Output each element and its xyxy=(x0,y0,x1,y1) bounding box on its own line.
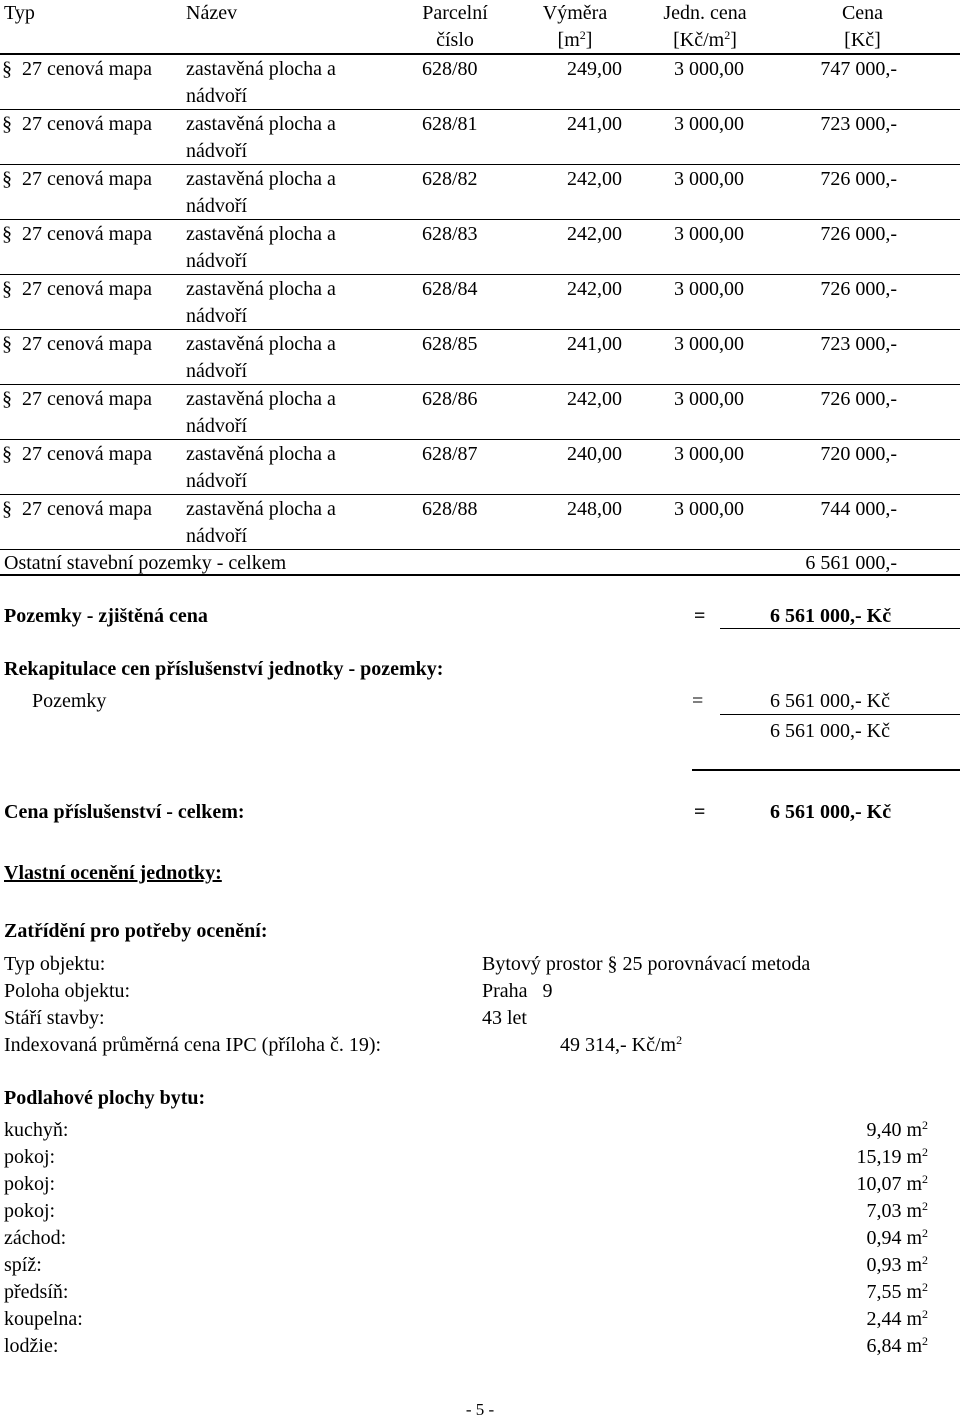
rekapitulace-title: Rekapitulace cen příslušenství jednotky - pozemky: xyxy=(4,658,444,680)
row-jedn-cena: 3 000,00 xyxy=(674,498,744,520)
row-nazev-2: nádvoří xyxy=(186,305,248,327)
row-nazev-2: nádvoří xyxy=(186,140,248,162)
row-nazev-2: nádvoří xyxy=(186,195,248,217)
row-cena: 723 000,- xyxy=(820,333,897,355)
rekapitulace-sum-underline xyxy=(692,769,960,771)
header-divider xyxy=(0,53,960,55)
room-label: koupelna: xyxy=(4,1308,83,1330)
table-row xyxy=(0,386,960,441)
room-area: 0,94 $m^2$ xyxy=(866,1226,928,1249)
list-item xyxy=(0,1306,960,1333)
room-label: záchod: xyxy=(4,1227,67,1249)
row-divider xyxy=(0,274,960,275)
table-row xyxy=(0,496,960,551)
row-vymera: 241,00 xyxy=(567,113,622,135)
row-divider xyxy=(0,439,960,440)
cena-celkem-equals: = xyxy=(694,801,706,823)
list-item xyxy=(0,1117,960,1144)
list-item xyxy=(0,1225,960,1252)
row-jedn-cena: 3 000,00 xyxy=(674,443,744,465)
table-row xyxy=(0,56,960,111)
zatrideni-title: Zatřídění pro potřeby ocenění: xyxy=(4,920,268,942)
row-divider xyxy=(0,219,960,220)
header-cislo: číslo xyxy=(436,29,474,51)
list-item xyxy=(0,1198,960,1225)
list-item xyxy=(0,1252,960,1279)
row-typ: 27 cenová mapa xyxy=(22,278,152,300)
stari-stavby-value: 43 let xyxy=(482,1007,527,1029)
pozemky-label: Pozemky - zjištěná cena xyxy=(4,605,208,627)
row-parcel: 628/88 xyxy=(422,498,478,520)
section-symbol: § xyxy=(2,168,12,190)
table-header xyxy=(0,0,960,54)
row-cena: 726 000,- xyxy=(820,388,897,410)
room-area: 2,44 $m^2$ xyxy=(866,1307,928,1330)
section-symbol: § xyxy=(2,388,12,410)
room-area: 7,55 $m^2$ xyxy=(866,1280,928,1303)
table-row xyxy=(0,331,960,386)
page-number: - 5 - xyxy=(465,1400,495,1419)
rekapitulace-item-value: 6 561 000,- Kč xyxy=(770,690,890,712)
row-cena: 744 000,- xyxy=(820,498,897,520)
typ-objektu-label: Typ objektu: xyxy=(4,953,106,975)
total-divider xyxy=(0,574,960,576)
row-nazev: zastavěná plocha a xyxy=(186,223,336,245)
section-symbol: § xyxy=(2,223,12,245)
cena-celkem-label: Cena příslušenství - celkem: xyxy=(4,801,245,823)
row-vymera: 242,00 xyxy=(567,278,622,300)
room-area: 6,84 $m^2$ xyxy=(866,1334,928,1357)
stari-stavby-label: Stáří stavby: xyxy=(4,1007,105,1029)
row-typ: 27 cenová mapa xyxy=(22,113,152,135)
row-divider xyxy=(0,494,960,495)
row-nazev-2: nádvoří xyxy=(186,470,248,492)
header-jedn-unit: $[Kč/m^2]$ xyxy=(673,28,737,51)
table-row xyxy=(0,166,960,221)
pozemky-underline xyxy=(720,628,960,629)
list-item xyxy=(0,1144,960,1171)
row-cena: 723 000,- xyxy=(820,113,897,135)
row-cena: 720 000,- xyxy=(820,443,897,465)
table-row xyxy=(0,221,960,276)
header-parcelni: Parcelní xyxy=(422,2,488,24)
row-nazev: zastavěná plocha a xyxy=(186,278,336,300)
row-vymera: 241,00 xyxy=(567,333,622,355)
header-vymera-unit: $[m^2]$ xyxy=(557,28,593,51)
header-vymera: Výměra xyxy=(542,2,608,24)
header-cena: Cena xyxy=(841,2,884,24)
header-nazev: Název xyxy=(186,2,238,24)
section-symbol: § xyxy=(2,333,12,355)
row-divider xyxy=(0,164,960,165)
row-parcel: 628/86 xyxy=(422,388,478,410)
room-label: kuchyň: xyxy=(4,1119,69,1141)
total-value: 6 561 000,- xyxy=(805,552,897,574)
row-typ: 27 cenová mapa xyxy=(22,388,152,410)
row-cena: 726 000,- xyxy=(820,223,897,245)
table-row xyxy=(0,276,960,331)
list-item xyxy=(0,1279,960,1306)
row-typ: 27 cenová mapa xyxy=(22,58,152,80)
room-label: pokoj: xyxy=(4,1173,56,1195)
row-jedn-cena: 3 000,00 xyxy=(674,278,744,300)
vlastni-oceneni-title: Vlastní ocenění jednotky: xyxy=(4,862,222,884)
row-parcel: 628/84 xyxy=(422,278,478,300)
row-divider xyxy=(0,329,960,330)
total-label: Ostatní stavební pozemky - celkem xyxy=(4,552,287,574)
row-vymera: 240,00 xyxy=(567,443,622,465)
room-area: 0,93 $m^2$ xyxy=(866,1253,928,1276)
row-typ: 27 cenová mapa xyxy=(22,223,152,245)
row-nazev: zastavěná plocha a xyxy=(186,333,336,355)
room-area: 15,19 $m^2$ xyxy=(856,1145,928,1168)
row-vymera: 242,00 xyxy=(567,388,622,410)
poloha-objektu-label: Poloha objektu: xyxy=(4,980,131,1002)
row-nazev: zastavěná plocha a xyxy=(186,58,336,80)
section-symbol: § xyxy=(2,58,12,80)
row-parcel: 628/85 xyxy=(422,333,478,355)
table-row xyxy=(0,441,960,496)
section-symbol: § xyxy=(2,498,12,520)
row-jedn-cena: 3 000,00 xyxy=(674,388,744,410)
row-jedn-cena: 3 000,00 xyxy=(674,58,744,80)
row-cena: 726 000,- xyxy=(820,278,897,300)
row-nazev-2: nádvoří xyxy=(186,525,248,547)
section-symbol: § xyxy=(2,443,12,465)
row-parcel: 628/83 xyxy=(422,223,478,245)
rekapitulace-sum-value: 6 561 000,- Kč xyxy=(770,720,890,742)
rekapitulace-item-label: Pozemky xyxy=(32,690,107,712)
row-nazev: zastavěná plocha a xyxy=(186,113,336,135)
room-area: 10,07 $m^2$ xyxy=(856,1172,928,1195)
section-symbol: § xyxy=(2,278,12,300)
header-cena-unit: [Kč] xyxy=(844,29,881,51)
list-item xyxy=(0,1333,960,1360)
typ-objektu-value: Bytový prostor § 25 porovnávací metoda xyxy=(482,953,811,975)
room-area: 9,40 $m^2$ xyxy=(866,1118,928,1141)
row-nazev-2: nádvoří xyxy=(186,85,248,107)
pozemky-equals: = xyxy=(694,605,706,627)
row-vymera: 249,00 xyxy=(567,58,622,80)
podlahove-plochy-title: Podlahové plochy bytu: xyxy=(4,1087,206,1109)
room-label: pokoj: xyxy=(4,1200,56,1222)
ipc-label: Indexovaná průměrná cena IPC (příloha č. 19): xyxy=(4,1034,382,1056)
row-typ: 27 cenová mapa xyxy=(22,498,152,520)
rekapitulace-equals: = xyxy=(692,690,704,712)
row-nazev-2: nádvoří xyxy=(186,360,248,382)
room-label: lodžie: xyxy=(4,1335,59,1357)
row-parcel: 628/80 xyxy=(422,58,478,80)
poloha-objektu-value: Praha 9 xyxy=(482,980,553,1002)
row-cena: 726 000,- xyxy=(820,168,897,190)
room-label: spíž: xyxy=(4,1254,42,1276)
room-area: 7,03 $m^2$ xyxy=(866,1199,928,1222)
row-nazev-2: nádvoří xyxy=(186,250,248,272)
cena-celkem-value: 6 561 000,- Kč xyxy=(770,801,892,823)
row-divider xyxy=(0,109,960,110)
row-nazev: zastavěná plocha a xyxy=(186,388,336,410)
room-label: předsíň: xyxy=(4,1281,69,1303)
row-parcel: 628/87 xyxy=(422,443,478,465)
table-row xyxy=(0,111,960,166)
row-jedn-cena: 3 000,00 xyxy=(674,223,744,245)
row-vymera: 242,00 xyxy=(567,168,622,190)
ipc-value: 49 314,- $Kč/m^2$ xyxy=(560,1033,683,1056)
room-label: pokoj: xyxy=(4,1146,56,1168)
pozemky-value: 6 561 000,- Kč xyxy=(770,605,892,627)
row-cena: 747 000,- xyxy=(820,58,897,80)
row-vymera: 242,00 xyxy=(567,223,622,245)
row-divider xyxy=(0,384,960,385)
section-symbol: § xyxy=(2,113,12,135)
header-jedn-cena: Jedn. cena xyxy=(663,2,747,24)
row-typ: 27 cenová mapa xyxy=(22,333,152,355)
row-nazev: zastavěná plocha a xyxy=(186,443,336,465)
row-vymera: 248,00 xyxy=(567,498,622,520)
row-typ: 27 cenová mapa xyxy=(22,443,152,465)
row-parcel: 628/82 xyxy=(422,168,478,190)
row-nazev: zastavěná plocha a xyxy=(186,168,336,190)
row-parcel: 628/81 xyxy=(422,113,478,135)
header-typ: Typ xyxy=(4,2,35,24)
list-item xyxy=(0,1171,960,1198)
row-jedn-cena: 3 000,00 xyxy=(674,333,744,355)
row-typ: 27 cenová mapa xyxy=(22,168,152,190)
row-nazev: zastavěná plocha a xyxy=(186,498,336,520)
rekapitulace-item-underline xyxy=(720,714,960,715)
row-jedn-cena: 3 000,00 xyxy=(674,168,744,190)
row-nazev-2: nádvoří xyxy=(186,415,248,437)
row-jedn-cena: 3 000,00 xyxy=(674,113,744,135)
